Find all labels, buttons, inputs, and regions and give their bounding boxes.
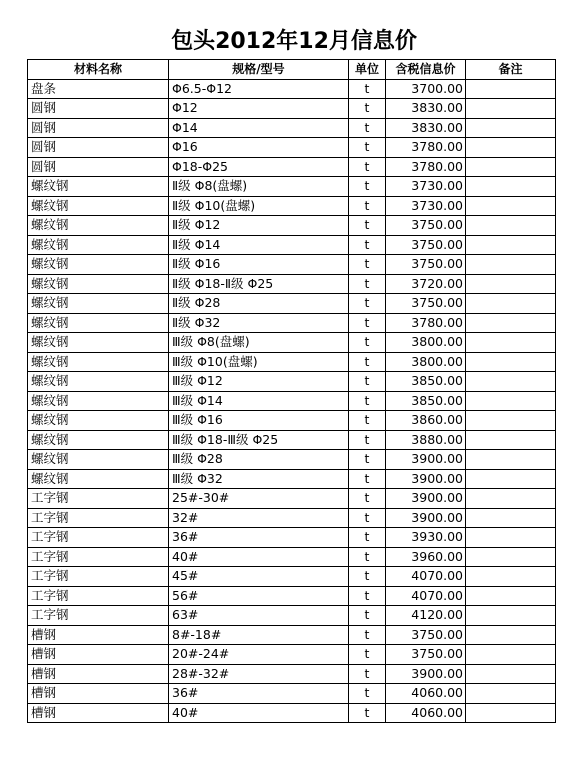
cell-price: 3750.00 xyxy=(386,216,466,236)
cell-note xyxy=(466,703,556,723)
cell-spec: Ⅲ级 Φ14 xyxy=(169,391,349,411)
cell-material-name: 槽钢 xyxy=(28,703,169,723)
cell-material-name: 螺纹钢 xyxy=(28,411,169,431)
cell-unit: t xyxy=(349,79,386,99)
cell-price: 4070.00 xyxy=(386,567,466,587)
cell-note xyxy=(466,333,556,353)
cell-unit: t xyxy=(349,586,386,606)
cell-spec: 40# xyxy=(169,547,349,567)
cell-spec: Ⅲ级 Φ28 xyxy=(169,450,349,470)
price-table xyxy=(27,59,556,723)
cell-material-name: 螺纹钢 xyxy=(28,352,169,372)
cell-note xyxy=(466,489,556,509)
cell-note xyxy=(466,664,556,684)
cell-spec: 25#-30# xyxy=(169,489,349,509)
cell-note xyxy=(466,294,556,314)
cell-note xyxy=(466,547,556,567)
cell-spec: Φ12 xyxy=(169,99,349,119)
table-row xyxy=(28,625,556,645)
table-row xyxy=(28,664,556,684)
cell-note xyxy=(466,216,556,236)
cell-unit: t xyxy=(349,255,386,275)
cell-price: 3780.00 xyxy=(386,157,466,177)
cell-price: 3930.00 xyxy=(386,528,466,548)
cell-price: 3900.00 xyxy=(386,664,466,684)
cell-material-name: 螺纹钢 xyxy=(28,294,169,314)
cell-material-name: 圆钢 xyxy=(28,157,169,177)
cell-note xyxy=(466,625,556,645)
cell-price: 3800.00 xyxy=(386,333,466,353)
cell-material-name: 螺纹钢 xyxy=(28,255,169,275)
cell-spec: Φ14 xyxy=(169,118,349,138)
cell-material-name: 螺纹钢 xyxy=(28,450,169,470)
cell-note xyxy=(466,235,556,255)
cell-material-name: 螺纹钢 xyxy=(28,391,169,411)
table-row xyxy=(28,586,556,606)
table-row xyxy=(28,430,556,450)
cell-unit: t xyxy=(349,703,386,723)
cell-unit: t xyxy=(349,528,386,548)
cell-price: 3850.00 xyxy=(386,372,466,392)
cell-note xyxy=(466,138,556,158)
table-row xyxy=(28,547,556,567)
cell-material-name: 工字钢 xyxy=(28,547,169,567)
cell-price: 3750.00 xyxy=(386,255,466,275)
cell-unit: t xyxy=(349,372,386,392)
table-row xyxy=(28,313,556,333)
cell-note xyxy=(466,352,556,372)
table-row xyxy=(28,118,556,138)
cell-spec: 40# xyxy=(169,703,349,723)
cell-unit: t xyxy=(349,625,386,645)
cell-unit: t xyxy=(349,684,386,704)
cell-material-name: 槽钢 xyxy=(28,684,169,704)
cell-spec: Ⅲ级 Φ32 xyxy=(169,469,349,489)
cell-unit: t xyxy=(349,645,386,665)
table-row xyxy=(28,99,556,119)
cell-spec: Ⅱ级 Φ8(盘螺) xyxy=(169,177,349,197)
cell-note xyxy=(466,313,556,333)
cell-spec: Ⅱ级 Φ32 xyxy=(169,313,349,333)
cell-spec: 8#-18# xyxy=(169,625,349,645)
table-row xyxy=(28,294,556,314)
table-row xyxy=(28,333,556,353)
cell-material-name: 槽钢 xyxy=(28,645,169,665)
cell-spec: Ⅱ级 Φ28 xyxy=(169,294,349,314)
cell-material-name: 螺纹钢 xyxy=(28,177,169,197)
cell-material-name: 槽钢 xyxy=(28,664,169,684)
cell-unit: t xyxy=(349,138,386,158)
cell-unit: t xyxy=(349,216,386,236)
table-row xyxy=(28,177,556,197)
cell-material-name: 螺纹钢 xyxy=(28,430,169,450)
cell-note xyxy=(466,450,556,470)
cell-spec: 32# xyxy=(169,508,349,528)
cell-material-name: 工字钢 xyxy=(28,567,169,587)
cell-note xyxy=(466,157,556,177)
cell-material-name: 圆钢 xyxy=(28,118,169,138)
table-header-row xyxy=(28,60,556,80)
cell-material-name: 工字钢 xyxy=(28,489,169,509)
table-row xyxy=(28,216,556,236)
cell-spec: 36# xyxy=(169,528,349,548)
cell-material-name: 工字钢 xyxy=(28,508,169,528)
cell-material-name: 螺纹钢 xyxy=(28,196,169,216)
cell-unit: t xyxy=(349,196,386,216)
cell-unit: t xyxy=(349,430,386,450)
cell-price: 3780.00 xyxy=(386,313,466,333)
cell-unit: t xyxy=(349,567,386,587)
cell-material-name: 螺纹钢 xyxy=(28,372,169,392)
cell-unit: t xyxy=(349,606,386,626)
cell-price: 3850.00 xyxy=(386,391,466,411)
cell-price: 4120.00 xyxy=(386,606,466,626)
cell-price: 3750.00 xyxy=(386,645,466,665)
cell-price: 3750.00 xyxy=(386,294,466,314)
column-header-unit: 单位 xyxy=(349,60,386,80)
cell-unit: t xyxy=(349,508,386,528)
cell-price: 3900.00 xyxy=(386,508,466,528)
cell-note xyxy=(466,606,556,626)
table-row xyxy=(28,196,556,216)
cell-note xyxy=(466,196,556,216)
table-row xyxy=(28,469,556,489)
cell-price: 3860.00 xyxy=(386,411,466,431)
table-body xyxy=(28,79,556,723)
cell-unit: t xyxy=(349,99,386,119)
cell-unit: t xyxy=(349,235,386,255)
cell-price: 3700.00 xyxy=(386,79,466,99)
cell-unit: t xyxy=(349,177,386,197)
cell-spec: 63# xyxy=(169,606,349,626)
cell-note xyxy=(466,684,556,704)
cell-note xyxy=(466,372,556,392)
cell-material-name: 圆钢 xyxy=(28,99,169,119)
table-row xyxy=(28,235,556,255)
cell-spec: Ⅲ级 Φ12 xyxy=(169,372,349,392)
cell-price: 3720.00 xyxy=(386,274,466,294)
table-row xyxy=(28,411,556,431)
cell-unit: t xyxy=(349,118,386,138)
cell-material-name: 盘条 xyxy=(28,79,169,99)
cell-note xyxy=(466,411,556,431)
cell-unit: t xyxy=(349,294,386,314)
table-row xyxy=(28,703,556,723)
cell-note xyxy=(466,99,556,119)
cell-note xyxy=(466,391,556,411)
cell-unit: t xyxy=(349,489,386,509)
column-header-note: 备注 xyxy=(466,60,556,80)
cell-spec: Ⅲ级 Φ18-Ⅲ级 Φ25 xyxy=(169,430,349,450)
cell-spec: Ⅱ级 Φ16 xyxy=(169,255,349,275)
cell-unit: t xyxy=(349,313,386,333)
cell-spec: Ⅱ级 Φ18-Ⅱ级 Φ25 xyxy=(169,274,349,294)
table-row xyxy=(28,352,556,372)
cell-unit: t xyxy=(349,157,386,177)
cell-note xyxy=(466,469,556,489)
table-row xyxy=(28,450,556,470)
cell-spec: Ⅱ级 Φ10(盘螺) xyxy=(169,196,349,216)
table-row xyxy=(28,274,556,294)
table-row xyxy=(28,138,556,158)
cell-note xyxy=(466,567,556,587)
cell-note xyxy=(466,118,556,138)
cell-price: 3830.00 xyxy=(386,118,466,138)
cell-material-name: 工字钢 xyxy=(28,606,169,626)
cell-note xyxy=(466,177,556,197)
cell-price: 3750.00 xyxy=(386,235,466,255)
cell-spec: Ⅲ级 Φ10(盘螺) xyxy=(169,352,349,372)
cell-material-name: 工字钢 xyxy=(28,528,169,548)
table-row xyxy=(28,508,556,528)
cell-note xyxy=(466,586,556,606)
cell-spec: 56# xyxy=(169,586,349,606)
cell-material-name: 槽钢 xyxy=(28,625,169,645)
cell-material-name: 螺纹钢 xyxy=(28,235,169,255)
cell-price: 3730.00 xyxy=(386,196,466,216)
cell-note xyxy=(466,645,556,665)
cell-spec: Φ6.5-Φ12 xyxy=(169,79,349,99)
cell-unit: t xyxy=(349,450,386,470)
cell-material-name: 螺纹钢 xyxy=(28,313,169,333)
cell-unit: t xyxy=(349,411,386,431)
table-row xyxy=(28,489,556,509)
cell-material-name: 螺纹钢 xyxy=(28,216,169,236)
cell-unit: t xyxy=(349,391,386,411)
table-row xyxy=(28,157,556,177)
cell-note xyxy=(466,79,556,99)
table-row xyxy=(28,79,556,99)
table-row xyxy=(28,645,556,665)
cell-spec: 28#-32# xyxy=(169,664,349,684)
cell-note xyxy=(466,255,556,275)
cell-price: 4060.00 xyxy=(386,703,466,723)
cell-material-name: 工字钢 xyxy=(28,586,169,606)
column-header-price: 含税信息价 xyxy=(386,60,466,80)
cell-unit: t xyxy=(349,352,386,372)
cell-note xyxy=(466,430,556,450)
cell-note xyxy=(466,508,556,528)
cell-price: 3800.00 xyxy=(386,352,466,372)
cell-price: 3830.00 xyxy=(386,99,466,119)
cell-price: 3960.00 xyxy=(386,547,466,567)
page-title: 包头2012年12月信息价 xyxy=(171,29,417,54)
table-row xyxy=(28,372,556,392)
cell-spec: Φ18-Φ25 xyxy=(169,157,349,177)
cell-unit: t xyxy=(349,664,386,684)
cell-note xyxy=(466,528,556,548)
cell-price: 3750.00 xyxy=(386,625,466,645)
cell-price: 4070.00 xyxy=(386,586,466,606)
cell-spec: 36# xyxy=(169,684,349,704)
cell-price: 3780.00 xyxy=(386,138,466,158)
column-header-spec: 规格/型号 xyxy=(169,60,349,80)
cell-price: 3730.00 xyxy=(386,177,466,197)
cell-price: 4060.00 xyxy=(386,684,466,704)
cell-spec: Ⅱ级 Φ14 xyxy=(169,235,349,255)
cell-price: 3900.00 xyxy=(386,469,466,489)
cell-spec: Φ16 xyxy=(169,138,349,158)
cell-spec: Ⅲ级 Φ16 xyxy=(169,411,349,431)
cell-spec: 20#-24# xyxy=(169,645,349,665)
table-row xyxy=(28,684,556,704)
cell-unit: t xyxy=(349,333,386,353)
cell-material-name: 螺纹钢 xyxy=(28,469,169,489)
cell-note xyxy=(466,274,556,294)
cell-spec: Ⅱ级 Φ12 xyxy=(169,216,349,236)
cell-price: 3900.00 xyxy=(386,450,466,470)
cell-material-name: 圆钢 xyxy=(28,138,169,158)
column-header-name: 材料名称 xyxy=(28,60,169,80)
cell-price: 3880.00 xyxy=(386,430,466,450)
table-row xyxy=(28,528,556,548)
table-row xyxy=(28,255,556,275)
cell-unit: t xyxy=(349,274,386,294)
cell-spec: Ⅲ级 Φ8(盘螺) xyxy=(169,333,349,353)
cell-unit: t xyxy=(349,469,386,489)
table-row xyxy=(28,391,556,411)
table-row xyxy=(28,567,556,587)
table-row xyxy=(28,606,556,626)
cell-price: 3900.00 xyxy=(386,489,466,509)
cell-unit: t xyxy=(349,547,386,567)
cell-material-name: 螺纹钢 xyxy=(28,333,169,353)
cell-material-name: 螺纹钢 xyxy=(28,274,169,294)
cell-spec: 45# xyxy=(169,567,349,587)
